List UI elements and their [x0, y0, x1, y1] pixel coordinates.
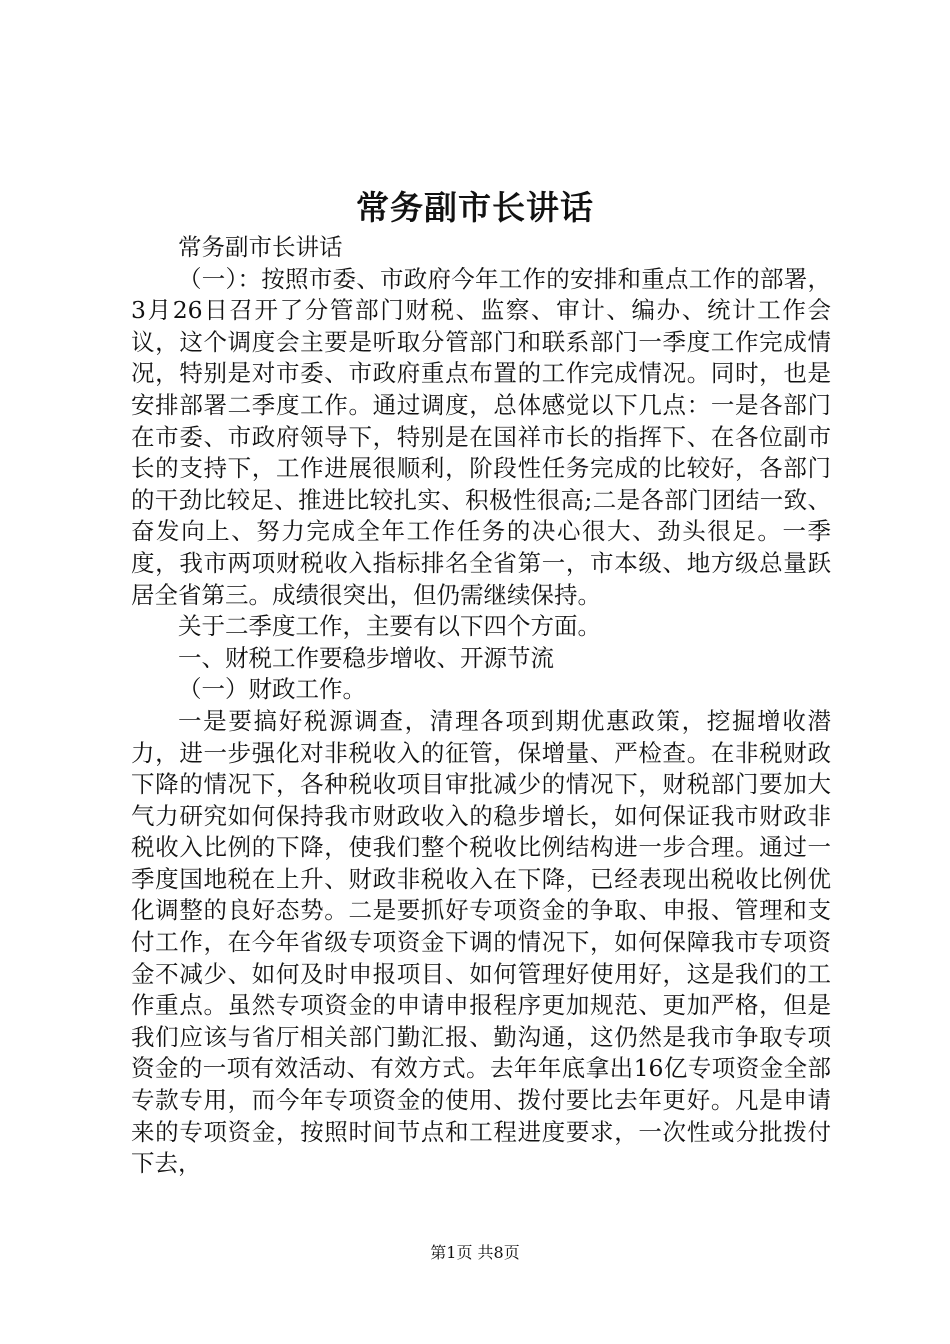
paragraph-intro: （一）：按照市委、市政府今年工作的安排和重点工作的部署，3月26日召开了分管部门财税、监察、审计、编办、统计工作会议，这个调度会主要是听取分管部门和联系部门一季度工作完成情况，特别是对市委、市政府重点布置的工作完成情况。同时，也是安排部署二季度工作。通过调度，总体感觉以下几点：一是各部门在市委、市政府领导下，特别是在国祥市长的指挥下、在各位副市长的支持下，工作进展很顺利，阶段性任务完成的比较好，各部门的干劲比较足、推进比较扎实、积极性很高;二是各部门团结一致、奋发向上、努力完成全年工作任务的决心很大、劲头很足。一季度，我市两项财税收入指标排名全省第一，市本级、地方级总量跃居全省第三。成绩很突出，但仍需继续保持。: [131, 264, 831, 609]
paragraph-second-quarter: 关于二季度工作，主要有以下四个方面。: [178, 612, 601, 641]
paragraph-finance-details: 一是要搞好税源调查，清理各项到期优惠政策，挖掘增收潜力，进一步强化对非税收入的征管，保增量、严检查。在非税财政下降的情况下，各种税收项目审批减少的情况下，财税部门要加大气力研究如何保持我市财政收入的稳步增长，如何保证我市财政非税收入比例的下降，使我们整个税收比例结构进一步合理。通过一季度国地税在上升、财政非税收入在下降，已经表现出税收比例优化调整的良好态势。二是要抓好专项资金的争取、申报、管理和支付工作，在今年省级专项资金下调的情况下，如何保障我市专项资金不减少、如何及时申报项目、如何管理好使用好，这是我们的工作重点。虽然专项资金的申请申报程序更加规范、更加严格，但是我们应该与省厅相关部门勤汇报、勤沟通，这仍然是我市争取专项资金的一项有效活动、有效方式。去年年底拿出16亿专项资金全部专款专用，而今年专项资金的使用、拨付要比去年更好。凡是申请来的专项资金，按照时间节点和工程进度要求，一次性或分批拨付下去，: [131, 706, 831, 1178]
document-body: [131, 232, 831, 1180]
page-number-footer: 第1页 共8页: [430, 1243, 520, 1262]
section-heading-finance-tax: 一、财税工作要稳步增收、开源节流: [178, 643, 554, 672]
document-title: 常务副市长讲话: [356, 188, 594, 227]
paragraph-heading-repeat: 常务副市长讲话: [178, 233, 343, 261]
subsection-heading-finance: （一）财政工作。: [178, 675, 366, 704]
